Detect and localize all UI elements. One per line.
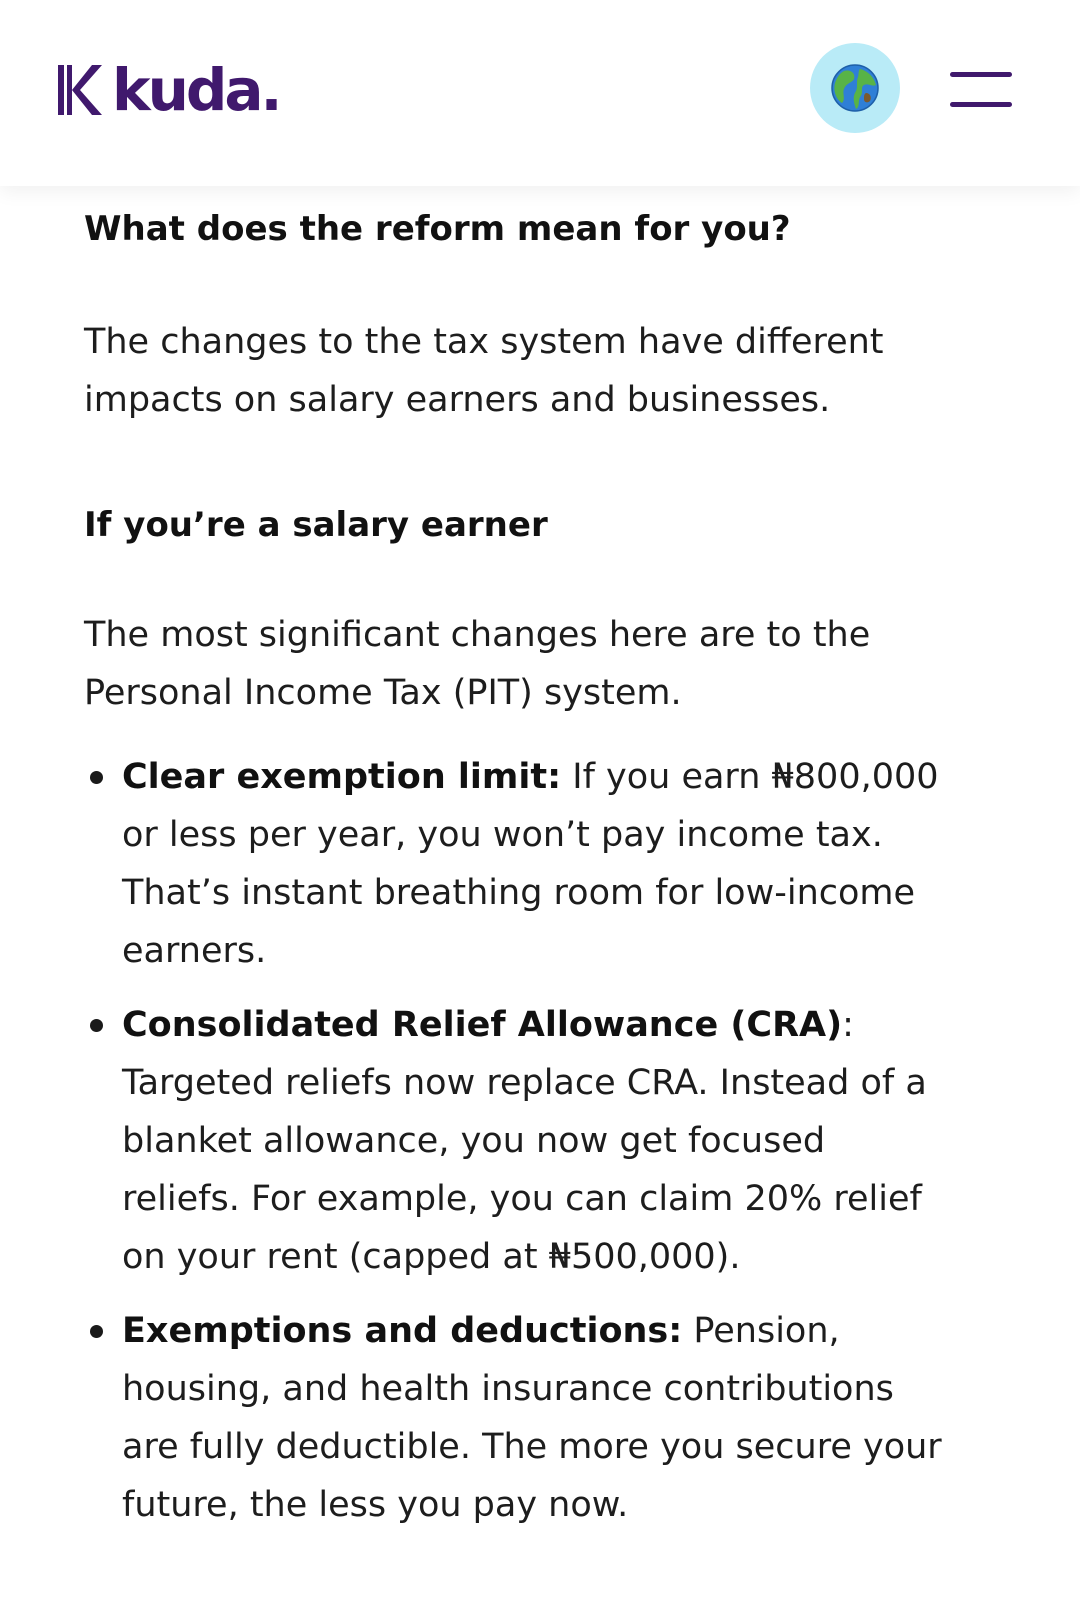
menu-bar-bottom (950, 102, 1012, 107)
list-item-body: : Targeted reliefs now replace CRA. Instead of a blanket allowance, you now get focused reliefs. For example, you can claim 20% relief on your rent (capped at ₦500,000). (122, 1005, 927, 1277)
list-item-deductions (84, 1302, 984, 1534)
list-item-text (122, 748, 952, 980)
bullet-dot (90, 1325, 103, 1338)
logo-wordmark: kuda. (112, 56, 280, 124)
list-item-title: Exemptions and deductions: (122, 1311, 683, 1351)
kuda-k-icon (58, 65, 102, 115)
language-button[interactable] (810, 43, 900, 133)
list-item-body: Pension, housing, and health insurance contributions are fully deductible. The more you secure your future, the less you pay now. (122, 1311, 942, 1525)
bullet-dot (90, 1019, 103, 1032)
list-item-cra (84, 996, 984, 1286)
bullet-dot (90, 771, 103, 784)
list-item-text (122, 996, 952, 1286)
heading-salary-earner: If you’re a salary earner (84, 505, 548, 545)
list-item-exemption-limit (84, 748, 984, 980)
kuda-logo[interactable] (58, 56, 280, 124)
list-item-title: Consolidated Relief Allowance (CRA) (122, 1005, 843, 1045)
list-item-title: Clear exemption limit: (122, 757, 562, 797)
menu-bar-top (950, 72, 1012, 77)
intro-paragraph: The changes to the tax system have different impacts on salary earners and businesses. (84, 322, 884, 420)
heading-reform: What does the reform mean for you? (84, 209, 791, 249)
globe-icon (830, 63, 880, 113)
pit-paragraph: The most significant changes here are to the Personal Income Tax (PIT) system. (84, 615, 871, 713)
hamburger-menu-button[interactable] (950, 70, 1012, 110)
site-header (0, 0, 1080, 186)
list-item-body: If you earn ₦800,000 or less per year, you won’t pay income tax. That’s instant breathing room for low-income earners. (122, 757, 939, 971)
list-item-text (122, 1302, 952, 1534)
